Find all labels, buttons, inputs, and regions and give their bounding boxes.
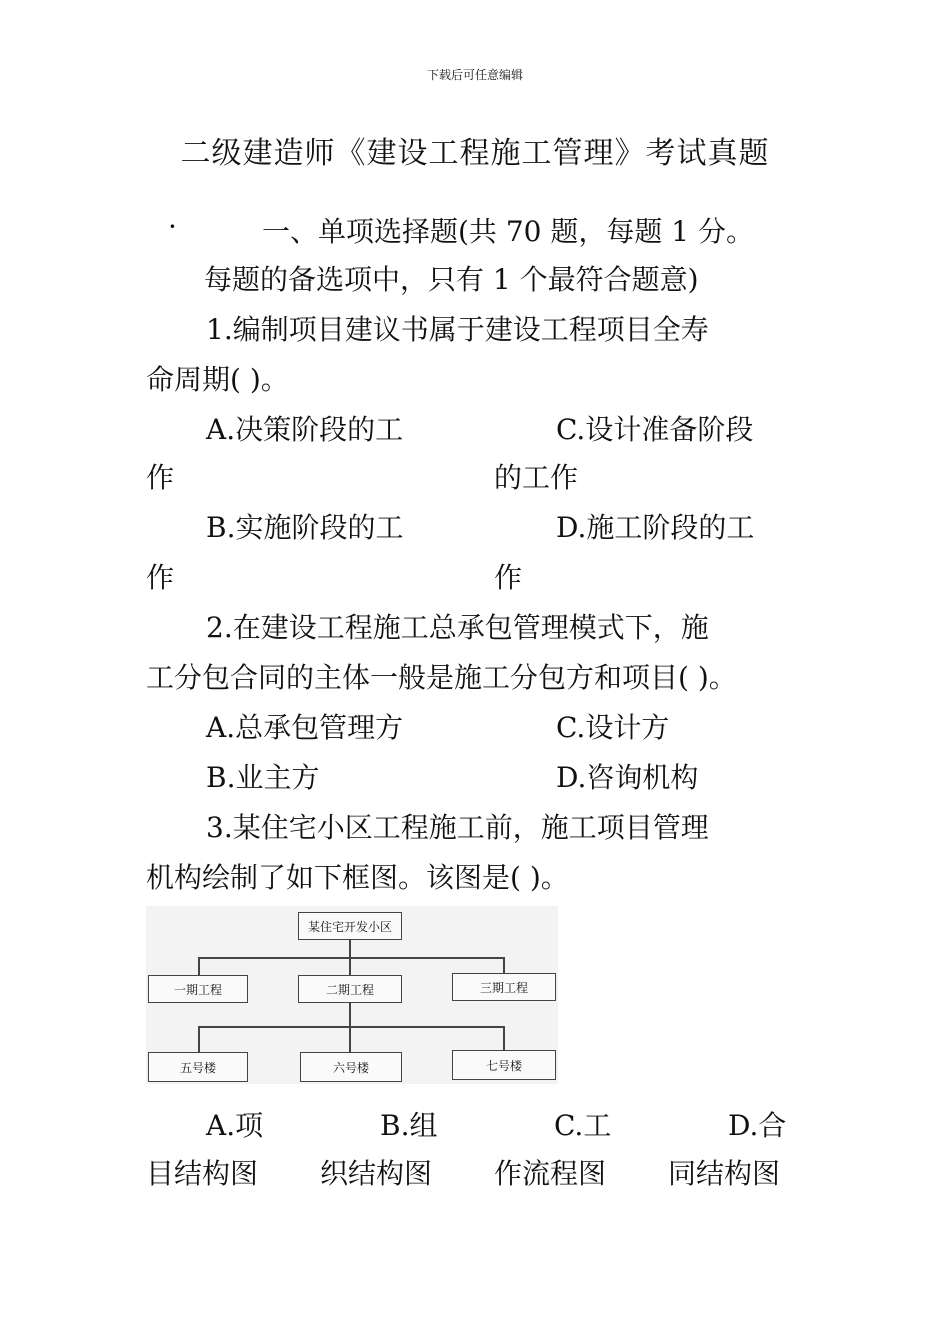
section-bullet: · [168,210,177,243]
q2-stem-line1: 2.在建设工程施工总承包管理模式下，施 [206,611,709,644]
diagram-connector [198,1026,504,1028]
q2-option-d: D.咨询机构 [556,761,699,794]
q2-option-c: C.设计方 [556,711,670,744]
q1-stem-line1: 1.编制项目建议书属于建设工程项目全寿 [206,313,709,346]
q3-option-c: C.工 [554,1109,612,1142]
page-header: 下载后可任意编辑 [426,68,523,82]
q1-option-a-cont: 作 [146,461,175,494]
diagram-root-node: 某住宅开发小区 [298,912,402,940]
diagram-level2-node: 七号楼 [452,1050,556,1080]
q1-option-c: C.设计准备阶段 [556,413,754,446]
diagram-connector [349,1026,351,1052]
q3-stem-line2: 机构绘制了如下框图。该图是( )。 [146,861,569,894]
diagram-connector [198,957,504,959]
diagram-connector [349,940,351,958]
q3-option-c-cont: 作流程图 [494,1157,607,1190]
q3-option-b-cont: 织结构图 [320,1157,433,1190]
project-structure-diagram [146,906,558,1084]
diagram-connector [349,1003,351,1027]
diagram-level2-node: 六号楼 [300,1052,402,1082]
q1-option-d: D.施工阶段的工 [556,511,755,544]
q1-option-a: A.决策阶段的工 [206,413,404,446]
q2-stem-line2: 工分包合同的主体一般是施工分包方和项目( )。 [146,661,737,694]
diagram-level2-node: 五号楼 [148,1052,248,1082]
diagram-level1-node: 三期工程 [452,973,556,1001]
q1-option-b: B.实施阶段的工 [206,511,404,544]
q1-stem-line2: 命周期( )。 [146,363,289,396]
q1-option-c-cont: 的工作 [494,461,579,494]
q3-option-a-cont: 目结构图 [146,1157,259,1190]
diagram-connector [503,1026,505,1050]
diagram-connector [503,957,505,973]
section-heading-line2: 每题的备选项中，只有 1 个最符合题意) [204,263,699,296]
diagram-level1-node: 二期工程 [298,975,402,1003]
page-title: 二级建造师《建设工程施工管理》考试真题 [180,136,770,171]
q3-option-a: A.项 [206,1109,264,1142]
q2-option-a: A.总承包管理方 [206,711,404,744]
q3-option-b: B.组 [380,1109,438,1142]
q3-option-d: D.合 [728,1109,787,1142]
diagram-connector [198,1026,200,1052]
section-heading-line1: 一、单项选择题(共 70 题，每题 1 分。 [262,215,754,248]
q3-stem-line1: 3.某住宅小区工程施工前，施工项目管理 [206,811,709,844]
q2-option-b: B.业主方 [206,761,320,794]
diagram-connector [198,957,200,975]
diagram-connector [349,957,351,975]
q3-option-d-cont: 同结构图 [668,1157,781,1190]
q1-option-d-cont: 作 [494,561,523,594]
diagram-level1-node: 一期工程 [148,975,248,1003]
q1-option-b-cont: 作 [146,561,175,594]
